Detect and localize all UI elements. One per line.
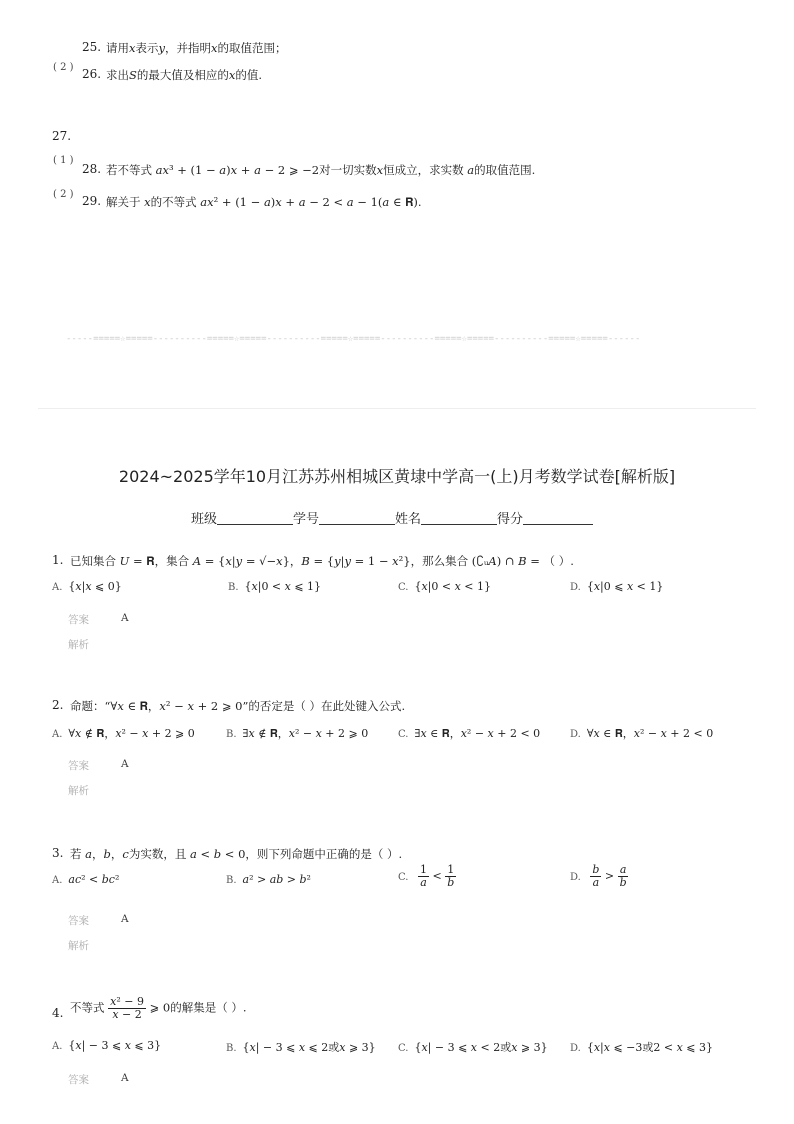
fraction	[418, 864, 429, 889]
question-2-option-a	[52, 725, 195, 741]
option-label: A.	[52, 582, 63, 593]
question-3-option-b	[226, 873, 311, 886]
paper-title: 2024~2025学年10月江苏苏州相城区黄埭中学高一(上)月考数学试卷[解析版]	[118, 467, 676, 486]
part-2-label: ( 2 )	[53, 189, 74, 200]
option-label: D.	[570, 582, 581, 593]
question-28-text: 若不等式 𝑎𝑥³ + (1 − 𝑎)𝑥 + 𝑎 − 2 ⩾ −2对一切实数𝑥恒成立，求实数 𝑎的取值范围.	[106, 163, 536, 177]
score-blank[interactable]	[523, 511, 593, 525]
fraction-numerator: 1	[419, 863, 427, 876]
option-label: D.	[570, 871, 581, 883]
option-text: {𝑥|0 < 𝑥 < 1}	[414, 580, 492, 593]
question-28-number: 28.	[82, 162, 102, 176]
fraction	[445, 864, 456, 889]
question-1-option-b	[228, 580, 321, 593]
page-divider	[38, 408, 756, 409]
part-1-label: ( 1 )	[53, 155, 74, 166]
name-blank[interactable]	[421, 511, 497, 525]
question-4-option-d	[570, 1039, 713, 1055]
question-25-number: 25.	[82, 40, 102, 54]
question-1-option-a	[52, 580, 122, 593]
answer-label: 答案	[68, 915, 89, 927]
option-label: B.	[226, 729, 237, 740]
star-separator: -----=====☆=====----------=====☆=====----------=====☆=====----------=====☆=====----------=====☆=====------	[66, 334, 641, 344]
option-text: {𝑥| − 3 ⩽ 𝑥 ⩽ 2或𝑥 ⩾ 3}	[242, 1041, 376, 1054]
question-4-stem	[70, 996, 247, 1021]
analysis-label: 解析	[68, 639, 89, 651]
option-label: C.	[398, 729, 409, 740]
question-4-option-b	[226, 1039, 376, 1055]
fraction-numerator: 𝑥² − 9	[110, 995, 144, 1008]
question-4-option-a	[52, 1039, 161, 1052]
question-2-option-b	[226, 725, 368, 741]
option-label: A.	[52, 729, 63, 740]
question-4-option-c	[398, 1039, 548, 1055]
option-label: C.	[398, 582, 409, 593]
part-2-label: ( 2 )	[53, 62, 74, 73]
question-29-text: 解关于 𝑥的不等式 𝑎𝑥² + (1 − 𝑎)𝑥 + 𝑎 − 2 < 𝑎 − 1(𝑎 ∈ 𝐑).	[106, 195, 422, 209]
question-1-option-c	[398, 580, 491, 593]
student-id-label: 学号	[293, 512, 320, 527]
option-text: 𝑎𝑐² < 𝑏𝑐²	[68, 873, 120, 886]
question-1-stem: 已知集合 𝑈 = 𝐑，集合 𝐴 = {𝑥|𝑦 = √−𝑥}，𝐵 = {𝑦|𝑦 = 1 − 𝑥²}，那么集合 (∁ᵤ𝐴) ∩ 𝐵 = （ ）.	[70, 554, 574, 568]
question-2-stem: 命题：“∀𝑥 ∈ 𝐑，𝑥² − 𝑥 + 2 ⩾ 0”的否定是（ ）在此处键入公式.	[70, 699, 406, 713]
option-text: {𝑥|0 < 𝑥 ⩽ 1}	[244, 580, 322, 593]
question-1-option-d	[570, 580, 663, 593]
name-label: 姓名	[395, 512, 422, 527]
question-25-text: 请用𝑥表示𝑦，并指明𝑥的取值范围；	[106, 41, 287, 55]
fraction	[108, 996, 146, 1021]
fraction-denominator: 𝑥 − 2	[112, 1008, 142, 1021]
answer-label: 答案	[68, 760, 89, 772]
option-label: B.	[226, 875, 237, 886]
fraction-numerator: 1	[447, 863, 455, 876]
option-text: {𝑥|0 ⩽ 𝑥 < 1}	[586, 580, 664, 593]
option-text: {𝑥| − 3 ⩽ 𝑥 < 2或𝑥 ⩾ 3}	[414, 1041, 548, 1054]
class-label: 班级	[191, 512, 218, 527]
question-27-number: 27.	[52, 129, 72, 143]
stem-suffix: ⩾ 0的解集是（ ）.	[149, 1000, 247, 1015]
comparison-operator: >	[604, 869, 615, 883]
analysis-label: 解析	[68, 940, 89, 952]
question-3-option-a	[52, 873, 119, 886]
option-text: ∀𝑥 ∈ 𝐑，𝑥² − 𝑥 + 2 < 0	[586, 727, 714, 740]
option-label: B.	[228, 582, 239, 593]
question-4-number: 4.	[52, 1006, 64, 1020]
score-label: 得分	[497, 512, 524, 527]
question-1-number: 1.	[52, 553, 64, 567]
student-id-blank[interactable]	[319, 511, 395, 525]
comparison-operator: <	[432, 869, 442, 883]
answer-label: 答案	[68, 614, 89, 626]
option-label: C.	[398, 871, 409, 883]
fraction-denominator: 𝑏	[619, 876, 627, 889]
question-3-option-c	[398, 864, 456, 889]
option-label: A.	[52, 875, 63, 886]
fraction	[590, 864, 601, 889]
question-2-option-c	[398, 725, 540, 741]
answer-label: 答案	[68, 1074, 89, 1086]
stem-prefix: 不等式	[70, 1000, 105, 1015]
analysis-label: 解析	[68, 785, 89, 797]
question-4-answer: A	[121, 1072, 129, 1084]
option-label: D.	[570, 729, 581, 740]
option-text: {𝑥|𝑥 ⩽ −3或2 < 𝑥 ⩽ 3}	[586, 1041, 713, 1054]
option-label: C.	[398, 1043, 409, 1054]
class-blank[interactable]	[217, 511, 293, 525]
option-text: ∀𝑥 ∉ 𝐑，𝑥² − 𝑥 + 2 ⩾ 0	[68, 727, 195, 740]
question-2-answer: A	[121, 758, 129, 770]
student-info-row	[191, 508, 593, 527]
option-text: ∃𝑥 ∉ 𝐑，𝑥² − 𝑥 + 2 ⩾ 0	[242, 727, 369, 740]
option-label: B.	[226, 1043, 237, 1054]
fraction-denominator: 𝑎	[420, 876, 427, 889]
question-1-answer: A	[121, 612, 129, 624]
question-3-answer: A	[121, 913, 129, 925]
question-26-number: 26.	[82, 67, 102, 81]
question-2-number: 2.	[52, 698, 64, 712]
question-29-number: 29.	[82, 194, 102, 208]
option-text: 𝑎² > 𝑎𝑏 > 𝑏²	[242, 873, 311, 886]
option-label: A.	[52, 1041, 63, 1052]
question-3-option-d	[570, 864, 629, 889]
fraction-denominator: 𝑏	[447, 876, 455, 889]
question-3-number: 3.	[52, 846, 64, 860]
fraction-denominator: 𝑎	[592, 876, 600, 889]
question-2-option-d	[570, 725, 713, 741]
option-text: {𝑥|𝑥 ⩽ 0}	[68, 580, 122, 593]
fraction-numerator: 𝑎	[619, 863, 627, 876]
question-26-text: 求出𝑆的最大值及相应的𝑥的值.	[106, 68, 263, 82]
option-text: ∃𝑥 ∈ 𝐑，𝑥² − 𝑥 + 2 < 0	[414, 727, 541, 740]
option-label: D.	[570, 1043, 581, 1054]
question-3-stem: 若 𝑎，𝑏，𝑐为实数，且 𝑎 < 𝑏 < 0，则下列命题中正确的是（ ）.	[70, 847, 403, 861]
fraction	[618, 864, 629, 889]
option-text: {𝑥| − 3 ⩽ 𝑥 ⩽ 3}	[68, 1039, 162, 1052]
fraction-numerator: 𝑏	[592, 863, 600, 876]
